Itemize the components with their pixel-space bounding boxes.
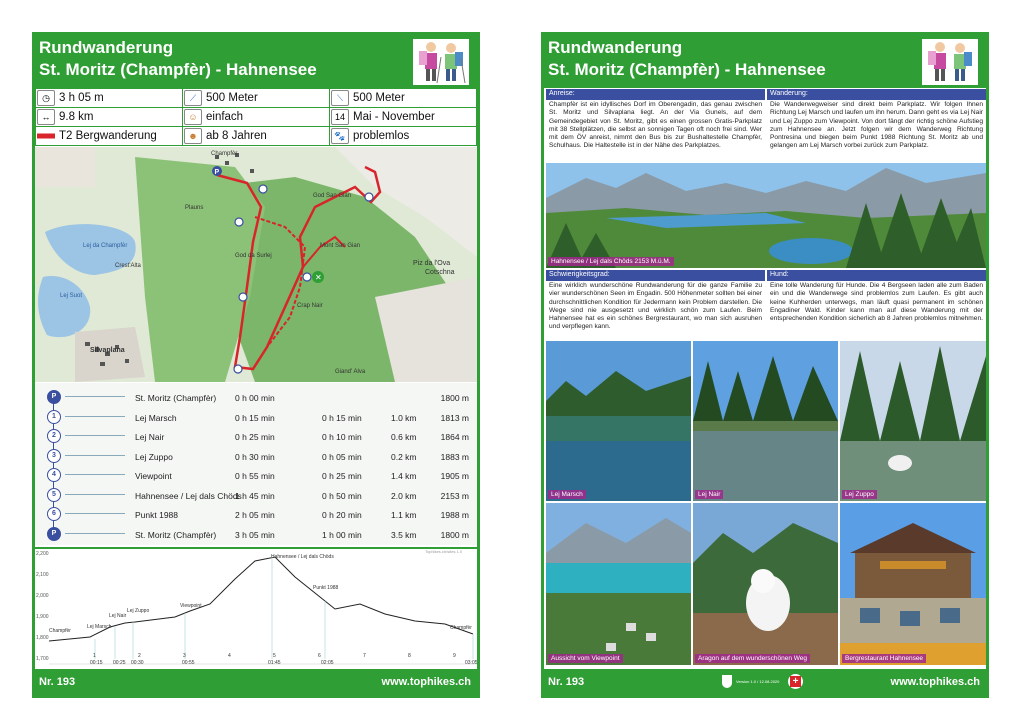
waypoint-altitude: 2153 m — [440, 490, 469, 501]
photo-caption: Bergrestaurant Hahnensee — [842, 654, 926, 663]
waypoint-name: Viewpoint — [135, 471, 172, 481]
hero-photo[interactable] — [546, 163, 986, 268]
section-anreise — [546, 89, 765, 152]
fact-value: ab 8 Jahren — [206, 130, 267, 142]
fact-dog — [330, 127, 476, 145]
hike-sheet-back — [541, 32, 989, 698]
section-label: Anreise: — [546, 89, 765, 100]
photo-viewpoint[interactable] — [546, 503, 691, 665]
photo-caption: Lej Marsch — [548, 490, 586, 499]
y-tick: 1,800 — [36, 635, 49, 641]
fact-difficulty — [183, 108, 329, 126]
title-line-1: Rundwanderung — [39, 38, 174, 57]
waypoint-segment-time: 0 h 25 min — [322, 471, 362, 481]
waypoint-distance: 1.0 km — [391, 412, 417, 423]
fact-value: einfach — [206, 111, 244, 123]
time-tick: 00:25 — [113, 660, 126, 666]
route-number: Nr. 193 — [39, 676, 76, 688]
section-schwierigkeit — [546, 270, 765, 333]
hikers-icon — [922, 39, 978, 85]
profile-label: Lej Zuppo — [127, 608, 150, 614]
time-tick: 00:15 — [90, 660, 103, 666]
distance-icon: ↔ — [37, 109, 55, 125]
waypoint-time: 1 h 45 min — [235, 490, 275, 501]
waypoint-segment-time: 0 h 10 min — [322, 432, 362, 442]
svg-text:Crest'Alta: Crest'Alta — [115, 263, 141, 269]
svg-text:Cotschna: Cotschna — [425, 269, 455, 276]
x-tick: 1 — [93, 653, 96, 659]
svg-text:God da Surlej: God da Surlej — [235, 253, 272, 259]
fact-value: Mai - November — [353, 111, 435, 123]
table-row — [35, 387, 477, 407]
waypoint-number-icon: 6 — [47, 507, 61, 521]
photo-caption: Aussicht vom Viewpoint — [548, 654, 623, 663]
x-tick: 2 — [138, 653, 141, 659]
title-line-2: St. Moritz (Champfèr) - Hahnensee — [548, 60, 826, 79]
fact-value: 500 Meter — [353, 92, 405, 104]
y-tick: 2,100 — [36, 572, 49, 578]
difficulty-icon: ☺ — [184, 109, 202, 125]
waypoint-segment-time: 0 h 05 min — [322, 451, 362, 462]
waypoint-distance: 3.5 km — [391, 529, 417, 540]
table-row — [35, 524, 477, 544]
table-row — [35, 485, 477, 505]
footer — [544, 669, 986, 695]
route-number: Nr. 193 — [548, 676, 585, 688]
svg-text:Piz da l'Ova: Piz da l'Ova — [413, 260, 451, 267]
fact-value: T2 Bergwanderung — [59, 130, 157, 142]
photo-restaurant[interactable] — [840, 503, 986, 665]
waypoint-name: Lej Marsch — [135, 412, 177, 423]
hikers-icon — [413, 39, 469, 85]
map-graphic — [35, 147, 477, 382]
svg-text:Champfèr: Champfèr — [211, 151, 238, 157]
time-tick: 01:45 — [268, 660, 281, 666]
waypoint-distance: 1.4 km — [391, 471, 417, 481]
section-wanderung — [767, 89, 986, 152]
waypoint-number-icon: 5 — [47, 488, 61, 502]
svg-text:Giand' Alva: Giand' Alva — [335, 369, 366, 375]
waypoint-altitude: 1883 m — [440, 451, 469, 462]
waypoint-time: 0 h 15 min — [235, 412, 275, 423]
profile-label: Punkt 1988 — [313, 585, 339, 591]
photo-lej-nair[interactable] — [693, 341, 838, 501]
profile-label: Lej Marsch — [87, 624, 112, 630]
coat-of-arms-icon — [722, 675, 732, 688]
waypoint-name: Punkt 1988 — [135, 510, 179, 520]
svg-text:✕: ✕ — [315, 273, 322, 282]
waypoint-altitude: 1813 m — [440, 412, 469, 423]
waypoint-table — [35, 383, 477, 545]
waypoint-name: Hahnensee / Lej dals Chöds — [135, 490, 242, 501]
waypoint-distance: 2.0 km — [391, 490, 417, 501]
section-label: Schwierigkeitsgrad: — [546, 270, 765, 281]
waypoint-time: 0 h 30 min — [235, 451, 275, 462]
fact-ascent — [183, 89, 329, 107]
waypoint-number-icon: 3 — [47, 449, 61, 463]
fact-value: problemlos — [353, 130, 410, 142]
profile-label: Champfèr — [49, 628, 71, 634]
route-map[interactable] — [35, 147, 477, 382]
child-icon: ☻ — [184, 128, 202, 144]
footer — [35, 669, 477, 695]
fact-age — [183, 127, 329, 145]
svg-text:God San Gian: God San Gian — [313, 193, 352, 199]
photo-dog-aragon[interactable] — [693, 503, 838, 665]
svg-text:Lej da Champfèr: Lej da Champfèr — [83, 243, 128, 249]
waypoint-segment-time: 1 h 00 min — [322, 529, 362, 540]
waypoint-distance: 1.1 km — [391, 510, 417, 520]
website-link[interactable]: www.tophikes.ch — [890, 676, 980, 688]
waypoint-time: 3 h 05 min — [235, 529, 275, 540]
section-text: Die Wanderwegweiser sind direkt beim Parkplatz. Wir folgen Ihnen Richtung Lej Marsch und laufen um ihn herum. Dann geht es via Lej Nair und Lej Zuppo zum Viewpoint. Von dort fängt der richtig schöne Aufstieg zum Hahnensee an. Jetzt folgen wir dem Wanderweg Richtung Pontresina und biegen beim Punkt 1988 Richtung St. Moritz ab und gelangen am Lej Marsch vorbei zurück zum Parkplatz. — [770, 101, 983, 150]
ascent-icon: ⟋ — [184, 90, 202, 106]
y-tick: 1,900 — [36, 614, 49, 620]
profile-graphic — [35, 549, 477, 669]
waypoint-segment-time: 0 h 15 min — [322, 412, 362, 423]
svg-text:Lej Suot: Lej Suot — [60, 293, 83, 299]
waypoint-altitude: 1800 m — [440, 393, 469, 403]
waypoint-segment-time: 0 h 20 min — [322, 510, 362, 520]
title-line-1: Rundwanderung — [548, 38, 683, 57]
descent-icon: ⟍ — [331, 90, 349, 106]
waypoint-time: 0 h 00 min — [235, 393, 275, 403]
fact-descent — [330, 89, 476, 107]
swiss-flag-icon: + — [788, 674, 803, 689]
waypoint-time: 0 h 55 min — [235, 471, 275, 481]
profile-attribution: Tophikes.ch/sites 1.0 — [425, 549, 463, 554]
y-tick: 2,200 — [36, 551, 49, 557]
svg-text:Silvaplana: Silvaplana — [90, 347, 125, 354]
section-label: Wanderung: — [767, 89, 986, 100]
dog-icon: 🐾 — [331, 128, 349, 144]
fact-grade — [36, 127, 182, 145]
fact-distance — [36, 108, 182, 126]
waypoint-name: St. Moritz (Champfèr) — [135, 393, 217, 403]
fact-season — [330, 108, 476, 126]
svg-text:Crap Nair: Crap Nair — [297, 303, 323, 309]
x-tick: 3 — [183, 653, 186, 659]
version-text: Version 1.0 / 12.08.2020 — [736, 679, 780, 684]
elevation-profile — [35, 547, 477, 667]
title-header — [544, 35, 986, 88]
website-link[interactable]: www.tophikes.ch — [381, 676, 471, 688]
photo-caption: Lej Nair — [695, 490, 723, 499]
y-tick: 2,000 — [36, 593, 49, 599]
title-header — [35, 35, 477, 88]
time-tick: 00:30 — [131, 660, 144, 666]
time-tick: 00:55 — [182, 660, 195, 666]
x-tick: 6 — [318, 653, 321, 659]
calendar-icon: 14 — [331, 109, 349, 125]
waypoint-time: 2 h 05 min — [235, 510, 275, 520]
photo-lej-zuppo[interactable] — [840, 341, 986, 501]
hike-sheet-front — [32, 32, 480, 698]
x-tick: 5 — [273, 653, 276, 659]
waypoint-segment-time: 0 h 50 min — [322, 490, 362, 501]
profile-label: Hahnensee / Lej dals Chöds — [271, 554, 334, 560]
waypoint-number-icon: P — [47, 527, 61, 541]
profile-label: Lej Nair — [109, 613, 127, 619]
y-tick: 1,700 — [36, 656, 49, 662]
waypoint-number-icon: 2 — [47, 429, 61, 443]
section-hund — [767, 270, 986, 324]
svg-text:Plauns: Plauns — [185, 205, 204, 211]
waypoint-time: 0 h 25 min — [235, 432, 275, 442]
title-line-2: St. Moritz (Champfèr) - Hahnensee — [39, 60, 317, 79]
x-tick: 7 — [363, 653, 366, 659]
x-tick: 4 — [228, 653, 231, 659]
svg-text:Mont San Gian: Mont San Gian — [320, 243, 361, 249]
waypoint-name: Lej Zuppo — [135, 451, 173, 462]
time-tick: 02:05 — [321, 660, 334, 666]
fact-duration — [36, 89, 182, 107]
waypoint-altitude: 1864 m — [440, 432, 469, 442]
photo-caption: Hahnensee / Lej dals Chöds 2153 M.ü.M. — [548, 257, 674, 266]
waypoint-name: Lej Nair — [135, 432, 165, 442]
profile-label: Viewpoint — [180, 603, 202, 609]
x-tick: 8 — [408, 653, 411, 659]
waypoint-number-icon: P — [47, 390, 61, 404]
profile-label: Champfèr — [450, 625, 472, 631]
table-row — [35, 426, 477, 446]
section-text: Champfèr ist ein idyllisches Dorf im Oberengadin, das genau zwischen St. Moritz und Silvaplana liegt. An der Via Gunels, auf dem Gemeindegebiet von St. Moritz, gibt es einen grossen Gratis-Parkplatz mit 38 Stellplätzen, die selbst an sonnigen Tagen oft noch frei sind. Wer mit dem ÖV anreist, nimmt den Bus bis zur Bushaltestelle Champfèr, Schulhaus. Die Haltestelle ist in der Nähe des Parkplatzes. — [549, 101, 762, 150]
waypoint-number-icon: 4 — [47, 468, 61, 482]
time-tick: 03:05 — [465, 660, 477, 666]
svg-text:P: P — [214, 169, 220, 176]
fact-value: 3 h 05 m — [59, 92, 104, 104]
section-label: Hund: — [767, 270, 986, 281]
table-row — [35, 465, 477, 485]
waypoint-distance: 0.6 km — [391, 432, 417, 442]
photo-lej-marsch[interactable] — [546, 341, 691, 501]
waypoint-altitude: 1988 m — [440, 510, 469, 520]
clock-icon: ◷ — [37, 90, 55, 106]
table-row — [35, 504, 477, 524]
section-text: Eine tolle Wanderung für Hunde. Die 4 Bergseen laden alle zum Baden ein und die Wanderwege sind problemlos zum Laufen. Es gibt auch keine Kuhherden unterwegs, man läuft quasi permanent im schönen Engadiner Wald. Kinder kann man auf diese Wanderung mit der entsprechenden Kondition sicherlich ab 8 Jahren problemlos mitnehmen. — [770, 282, 983, 323]
table-row — [35, 407, 477, 427]
trail-marker-icon — [37, 128, 55, 144]
waypoint-number-icon: 1 — [47, 410, 61, 424]
fact-value: 500 Meter — [206, 92, 258, 104]
waypoint-distance: 0.2 km — [391, 451, 417, 462]
waypoint-altitude: 1905 m — [440, 471, 469, 481]
waypoint-name: St. Moritz (Champfèr) — [135, 529, 217, 540]
photo-caption: Lej Zuppo — [842, 490, 877, 499]
facts-panel — [35, 88, 477, 146]
section-text: Eine wirklich wunderschöne Rundwanderung für die ganze Familie zu vier wunderschönen Seen im Engadin. 500 Höhenmeter sollten bei einer durchschnittlichen Kondition für Jedermann kein Problem darstellen. Die Wege sind nie ausgesetzt und wirklich schön zum Laufen. Beim Hahnensee hat es ein schönes Bergrestaurant, wo man sich ausruhen und verpflegen kann. — [549, 282, 762, 331]
waypoint-altitude: 1800 m — [440, 529, 469, 540]
fact-value: 9.8 km — [59, 111, 94, 123]
photo-caption: Aragon auf dem wunderschönen Weg — [695, 654, 810, 663]
table-row — [35, 446, 477, 466]
x-tick: 9 — [453, 653, 456, 659]
